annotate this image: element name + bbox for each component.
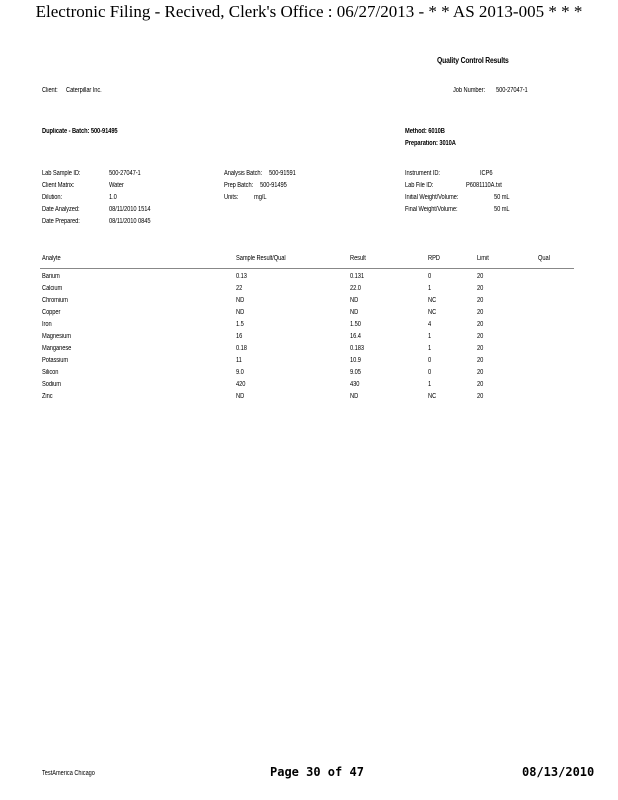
- cell-rpd: 1: [428, 345, 432, 352]
- cell-result: 0.183: [350, 345, 364, 352]
- cell-analyte: Barium: [42, 273, 60, 280]
- info-value: P6081110A.txt: [466, 182, 502, 189]
- header-result: Result: [350, 255, 366, 262]
- cell-analyte: Zinc: [42, 393, 53, 400]
- cell-sample-result: 11: [236, 357, 242, 364]
- cell-analyte: Silicon: [42, 369, 59, 376]
- info-value: 50 mL: [494, 194, 510, 201]
- cell-analyte: Iron: [42, 321, 52, 328]
- cell-rpd: NC: [428, 393, 437, 400]
- footer-page-number: Page 30 of 47: [270, 765, 364, 779]
- cell-limit: 20: [477, 309, 484, 316]
- cell-rpd: 0: [428, 357, 432, 364]
- cell-rpd: 1: [428, 333, 432, 340]
- cell-result: 0.131: [350, 273, 364, 280]
- info-label: Client Matrix:: [42, 182, 75, 189]
- info-value: Water: [109, 182, 124, 189]
- cell-sample-result: ND: [236, 393, 245, 400]
- footer-lab-name: TestAmerica Chicago: [42, 770, 95, 777]
- cell-analyte: Potassium: [42, 357, 69, 364]
- cell-result: ND: [350, 393, 359, 400]
- info-value: 500-91495: [260, 182, 287, 189]
- cell-result: ND: [350, 297, 359, 304]
- job-number-label: Job Number:: [453, 87, 485, 94]
- cell-analyte: Manganese: [42, 345, 72, 352]
- client-label: Client:: [42, 87, 58, 94]
- filing-banner: Electronic Filing - Recived, Clerk's Office : 06/27/2013 - * * AS 2013-005 * * *: [35, 2, 583, 21]
- job-number-value: 500-27047-1: [496, 87, 528, 94]
- cell-sample-result: 0.18: [236, 345, 247, 352]
- cell-sample-result: 0.13: [236, 273, 247, 280]
- cell-limit: 20: [477, 333, 484, 340]
- info-value: 50 mL: [494, 206, 510, 213]
- info-label: Final Weight/Volume:: [405, 206, 458, 213]
- cell-limit: 20: [477, 357, 484, 364]
- cell-sample-result: 9.0: [236, 369, 244, 376]
- header-limit: Limit: [477, 255, 489, 262]
- cell-result: 430: [350, 381, 360, 388]
- cell-analyte: Copper: [42, 309, 61, 316]
- cell-limit: 20: [477, 285, 484, 292]
- cell-limit: 20: [477, 273, 484, 280]
- cell-rpd: 1: [428, 381, 432, 388]
- info-label: Analysis Batch:: [224, 170, 263, 177]
- info-label: Date Analyzed:: [42, 206, 80, 213]
- cell-analyte: Sodium: [42, 381, 61, 388]
- cell-result: 10.9: [350, 357, 361, 364]
- info-value: 08/11/2010 0845: [109, 218, 151, 225]
- cell-analyte: Chromium: [42, 297, 68, 304]
- cell-rpd: NC: [428, 309, 437, 316]
- cell-result: 22.0: [350, 285, 361, 292]
- header-rpd: RPD: [428, 255, 440, 262]
- info-label: Prep Batch:: [224, 182, 254, 189]
- cell-analyte: Calcium: [42, 285, 63, 292]
- preparation: Preparation: 3010A: [405, 140, 456, 147]
- header-sample-result: Sample Result/Qual: [236, 255, 286, 262]
- info-value: mg/L: [254, 194, 267, 201]
- header-analyte: Analyte: [42, 255, 61, 262]
- client-value: Caterpillar Inc.: [66, 87, 102, 94]
- report-title: Quality Control Results: [437, 56, 509, 65]
- info-label: Instrument ID:: [405, 170, 440, 177]
- cell-sample-result: 16: [236, 333, 243, 340]
- cell-limit: 20: [477, 369, 484, 376]
- cell-limit: 20: [477, 297, 484, 304]
- cell-rpd: 0: [428, 273, 432, 280]
- cell-analyte: Magnesium: [42, 333, 71, 340]
- cell-result: 1.50: [350, 321, 361, 328]
- header-divider: [40, 268, 574, 269]
- info-value: ICP6: [480, 170, 493, 177]
- cell-sample-result: 22: [236, 285, 243, 292]
- info-label: Lab File ID:: [405, 182, 434, 189]
- cell-limit: 20: [477, 381, 484, 388]
- header-qual: Qual: [538, 255, 550, 262]
- cell-rpd: 4: [428, 321, 432, 328]
- cell-rpd: 1: [428, 285, 432, 292]
- footer-date: 08/13/2010: [522, 765, 595, 779]
- cell-sample-result: 1.5: [236, 321, 244, 328]
- info-label: Units:: [224, 194, 239, 201]
- cell-result: 9.05: [350, 369, 361, 376]
- cell-rpd: 0: [428, 369, 432, 376]
- info-label: Lab Sample ID:: [42, 170, 81, 177]
- info-value: 1.0: [109, 194, 117, 201]
- cell-rpd: NC: [428, 297, 437, 304]
- info-label: Initial Weight/Volume:: [405, 194, 459, 201]
- cell-sample-result: 420: [236, 381, 246, 388]
- section-title: Duplicate - Batch: 500-91495: [42, 128, 118, 135]
- info-value: 500-91591: [269, 170, 296, 177]
- cell-sample-result: ND: [236, 309, 245, 316]
- cell-sample-result: ND: [236, 297, 245, 304]
- cell-limit: 20: [477, 345, 484, 352]
- cell-result: 16.4: [350, 333, 361, 340]
- info-label: Date Prepared:: [42, 218, 80, 225]
- info-label: Dilution:: [42, 194, 63, 201]
- info-value: 500-27047-1: [109, 170, 141, 177]
- cell-limit: 20: [477, 393, 484, 400]
- cell-result: ND: [350, 309, 359, 316]
- method: Method: 6010B: [405, 128, 445, 135]
- info-value: 08/11/2010 1514: [109, 206, 151, 213]
- cell-limit: 20: [477, 321, 484, 328]
